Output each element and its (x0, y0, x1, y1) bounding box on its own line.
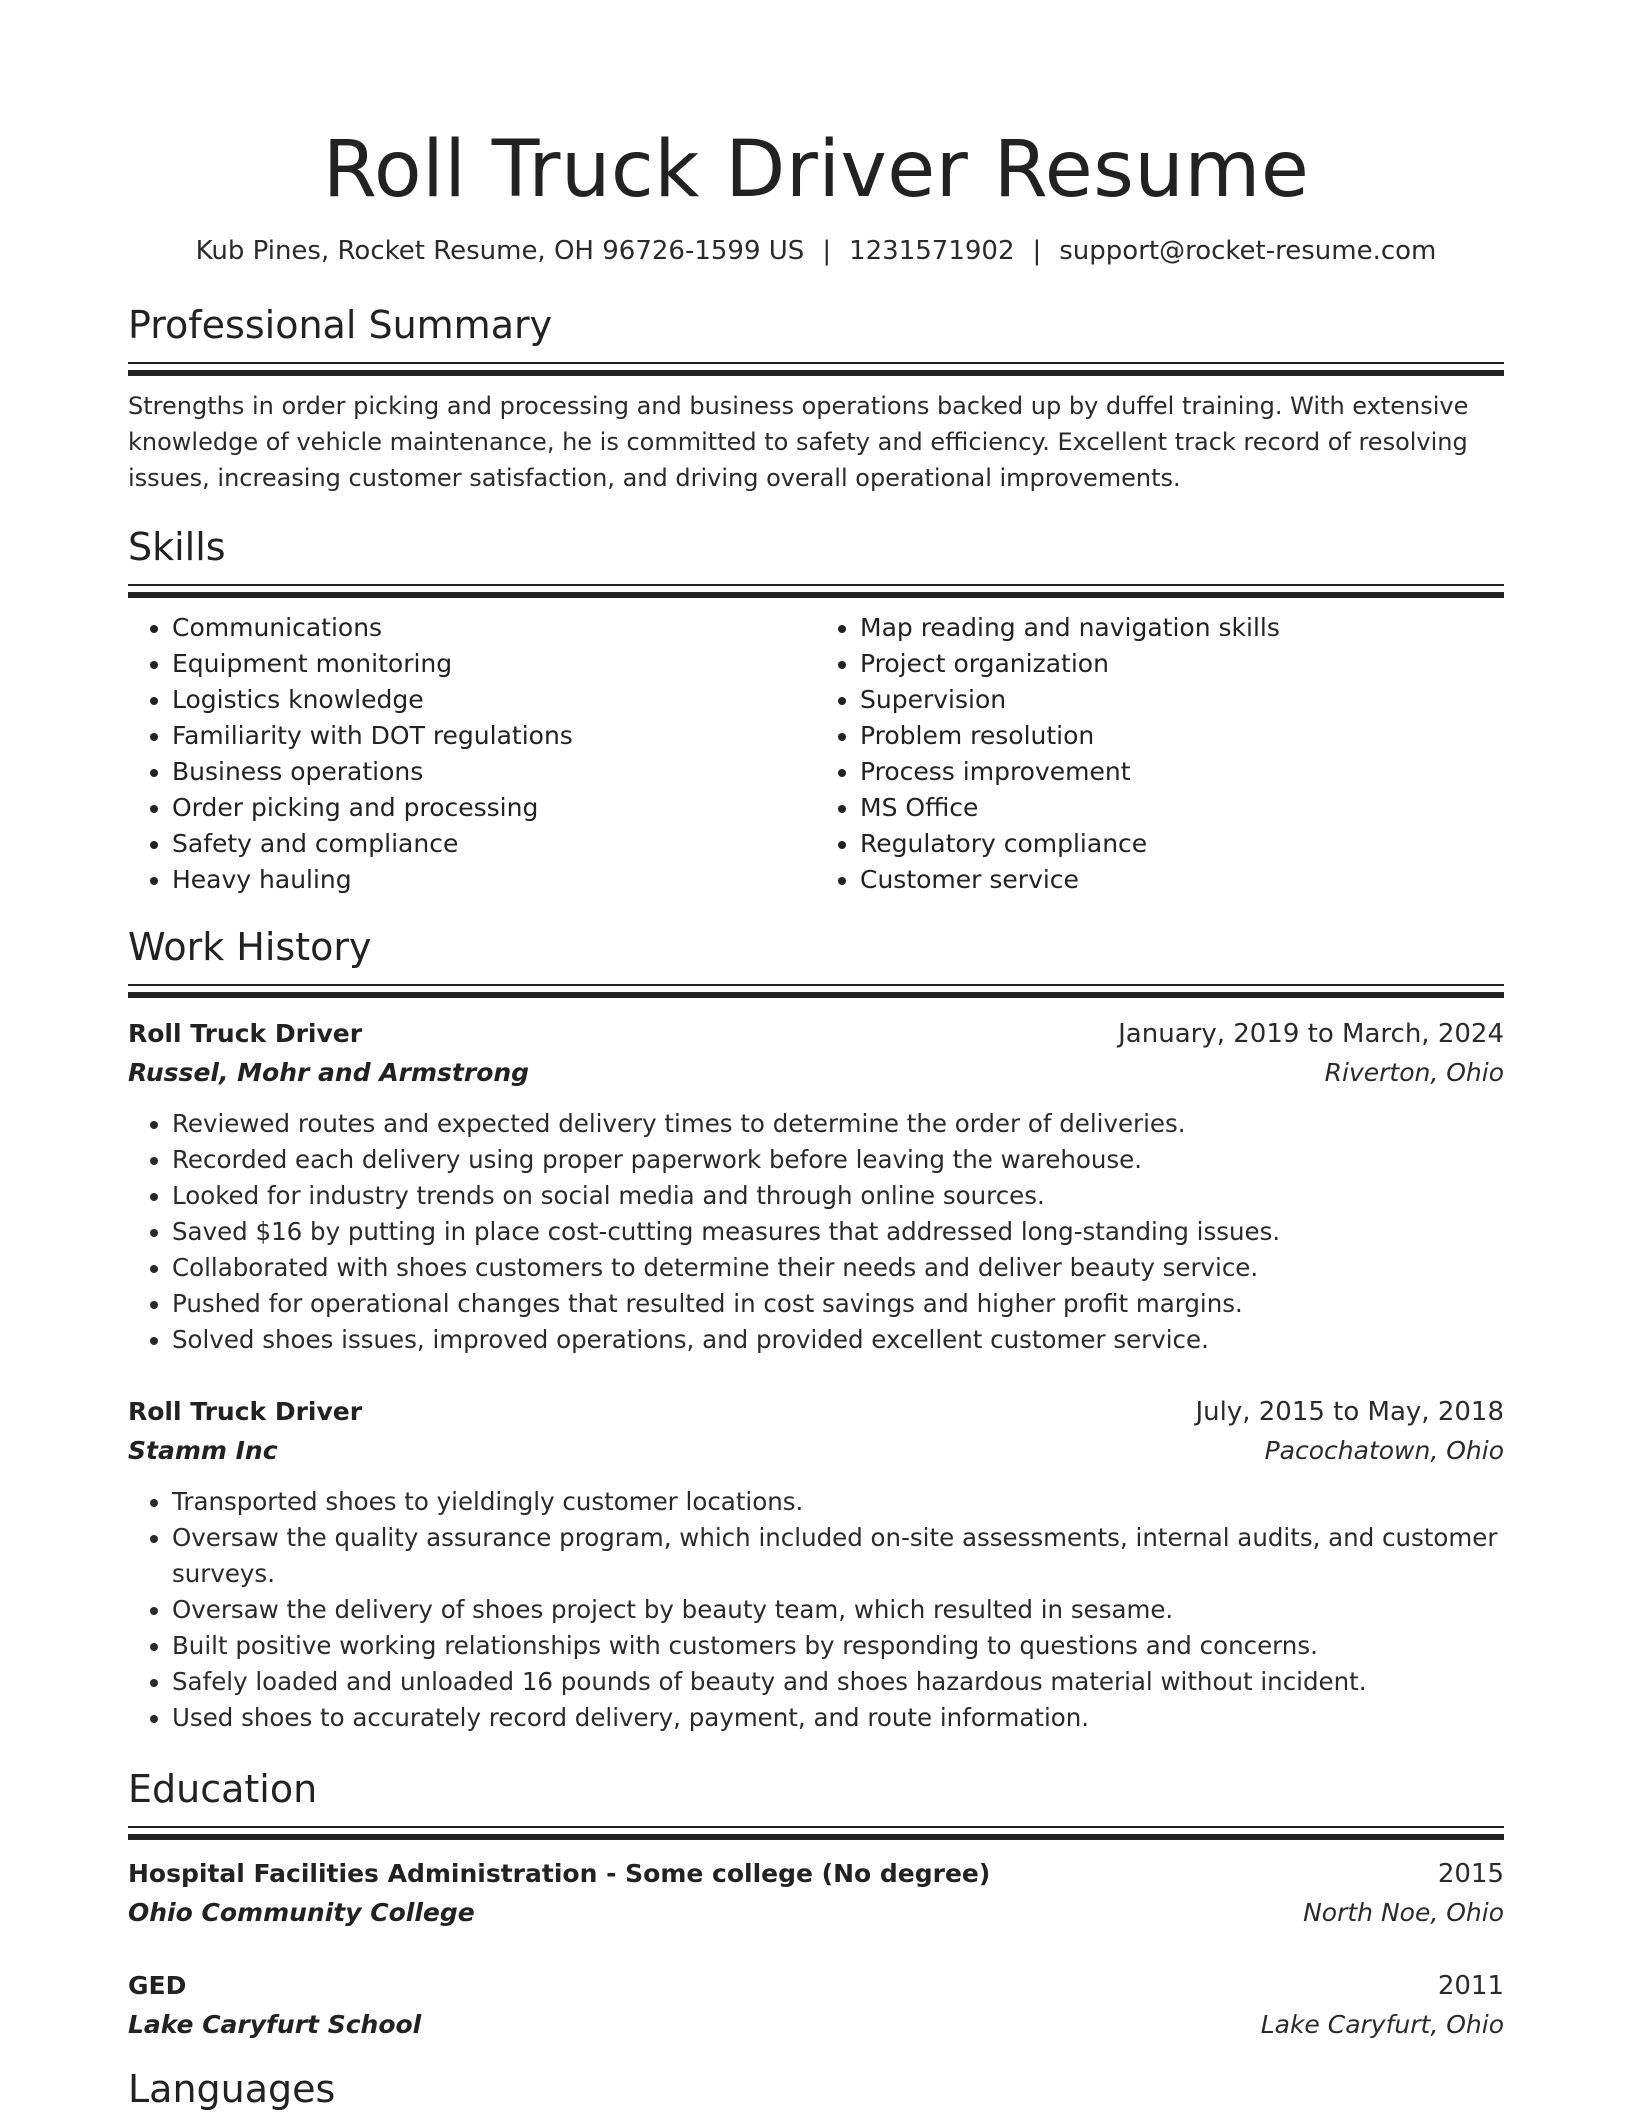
skill-item: • Supervision (860, 682, 1504, 718)
section-title-education: Education (128, 1767, 318, 1811)
contact-separator: | (1032, 236, 1042, 266)
section-title-languages: Languages (128, 2067, 336, 2111)
skill-item: • Customer service (860, 862, 1504, 898)
work-history-section (128, 924, 1504, 1736)
job-bullets (128, 1106, 1504, 1358)
job-bullets (128, 1484, 1504, 1736)
job-dates: January, 2019 to March, 2024 (1118, 1019, 1504, 1049)
job-title: Roll Truck Driver (128, 1019, 363, 1048)
job-bullet: • Recorded each delivery using proper paperwork before leaving the warehouse. (172, 1142, 1504, 1178)
job-company: Stamm Inc (128, 1436, 278, 1465)
job-dates: July, 2015 to May, 2018 (1195, 1397, 1504, 1427)
section-title-work-history: Work History (128, 925, 372, 969)
job-bullet: • Safely loaded and unloaded 16 pounds of beauty and shoes hazardous material without incident. (172, 1664, 1504, 1700)
skills-columns (128, 610, 1504, 898)
contact-phone: 1231571902 (849, 236, 1015, 266)
education-degree: Hospital Facilities Administration - Some college (No degree) (128, 1859, 991, 1888)
education-section (128, 1766, 1504, 2044)
education-school: Lake Caryfurt School (128, 2010, 422, 2039)
contact-separator: | (822, 236, 832, 266)
skill-item: • Familiarity with DOT regulations (172, 718, 816, 754)
job-bullet: • Saved $16 by putting in place cost-cutting measures that addressed long-standing issues. (172, 1214, 1504, 1250)
job-title: Roll Truck Driver (128, 1397, 363, 1426)
skills-list-left (128, 610, 816, 898)
section-title-summary: Professional Summary (128, 303, 553, 347)
section-divider (128, 362, 1504, 376)
contact-email: support@rocket-resume.com (1059, 236, 1437, 266)
job-location: Riverton, Ohio (1324, 1058, 1504, 1087)
job-bullet: • Looked for industry trends on social media and through online sources. (172, 1178, 1504, 1214)
skill-item: • Regulatory compliance (860, 826, 1504, 862)
education-school: Ohio Community College (128, 1898, 475, 1927)
skill-item: • Process improvement (860, 754, 1504, 790)
job-bullet: • Reviewed routes and expected delivery times to determine the order of deliveries. (172, 1106, 1504, 1142)
resume-title: Roll Truck Driver Resume (322, 125, 1310, 215)
section-divider (128, 984, 1504, 998)
contact-address: Kub Pines, Rocket Resume, OH 96726-1599 US (195, 236, 805, 266)
education-year: 2015 (1437, 1859, 1504, 1889)
skill-item: • Map reading and navigation skills (860, 610, 1504, 646)
summary-section (128, 302, 1504, 496)
job-bullet: • Used shoes to accurately record delivery, payment, and route information. (172, 1700, 1504, 1736)
contact-line (128, 234, 1504, 268)
job-bullet: • Collaborated with shoes customers to determine their needs and deliver beauty service. (172, 1250, 1504, 1286)
skills-section (128, 524, 1504, 898)
job-location: Pacochatown, Ohio (1264, 1436, 1504, 1465)
job-bullet: • Oversaw the delivery of shoes project by beauty team, which resulted in sesame. (172, 1592, 1504, 1628)
education-entry (128, 1966, 1504, 2044)
skill-item: • Communications (172, 610, 816, 646)
skill-item: • Heavy hauling (172, 862, 816, 898)
education-degree: GED (128, 1971, 187, 2000)
summary-text: Strengths in order picking and processing and business operations backed up by duffel training. With extensive knowledge of vehicle maintenance, he is committed to safety and efficiency. Excellent track record of resolving issues, increasing customer satisfaction, and driving overall operational improvements. (128, 392, 1469, 492)
section-divider (128, 584, 1504, 598)
job-company: Russel, Mohr and Armstrong (128, 1058, 530, 1087)
job-bullet: • Pushed for operational changes that resulted in cost savings and higher profit margins. (172, 1286, 1504, 1322)
education-location: Lake Caryfurt, Ohio (1260, 2010, 1504, 2039)
education-year: 2011 (1437, 1971, 1504, 2001)
job-bullet: • Oversaw the quality assurance program, which included on-site assessments, internal audits, and customer surveys. (172, 1520, 1504, 1592)
job-entry (128, 1392, 1504, 1736)
skill-item: • Equipment monitoring (172, 646, 816, 682)
skills-list-right (816, 610, 1504, 898)
skill-item: • MS Office (860, 790, 1504, 826)
skill-item: • Business operations (172, 754, 816, 790)
job-bullet: • Transported shoes to yieldingly customer locations. (172, 1484, 1504, 1520)
skill-item: • Logistics knowledge (172, 682, 816, 718)
education-entry (128, 1854, 1504, 1932)
job-bullet: • Built positive working relationships with customers by responding to questions and concerns. (172, 1628, 1504, 1664)
skill-item: • Project organization (860, 646, 1504, 682)
job-entry (128, 1014, 1504, 1358)
education-location: North Noe, Ohio (1303, 1898, 1504, 1927)
section-divider (128, 1826, 1504, 1840)
skill-item: • Safety and compliance (172, 826, 816, 862)
skill-item: • Order picking and processing (172, 790, 816, 826)
job-bullet: • Solved shoes issues, improved operations, and provided excellent customer service. (172, 1322, 1504, 1358)
skill-item: • Problem resolution (860, 718, 1504, 754)
section-title-skills: Skills (128, 525, 226, 569)
